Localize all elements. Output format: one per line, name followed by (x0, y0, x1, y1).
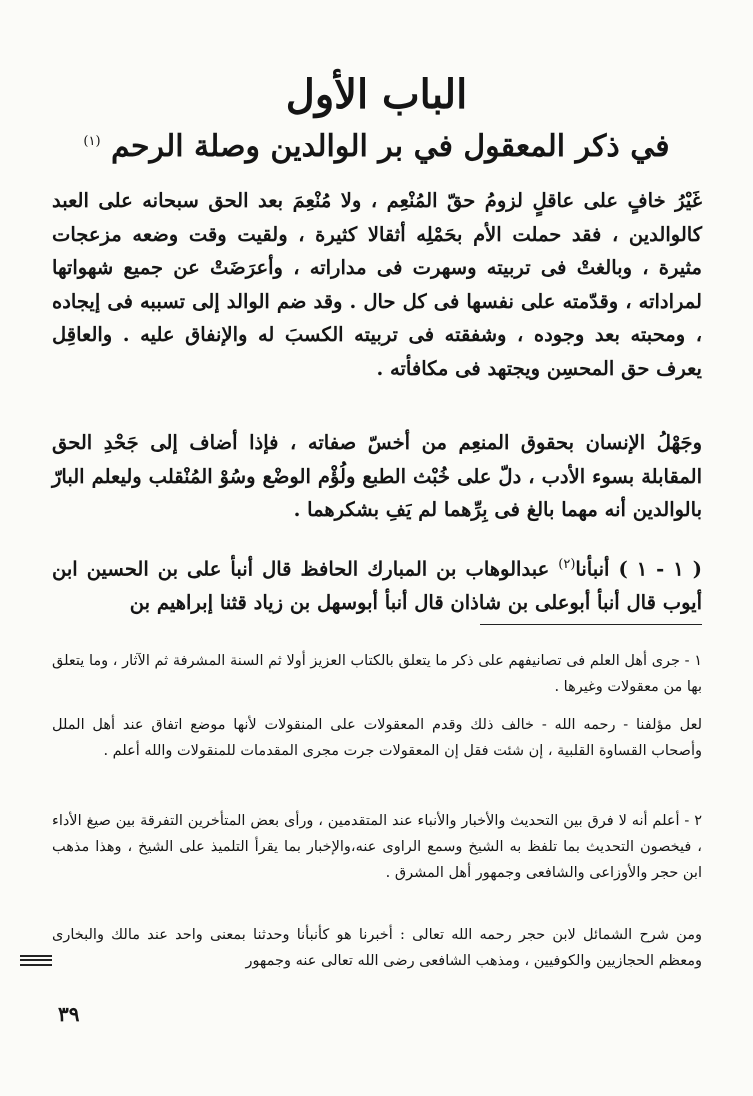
body-paragraph-1: غَيْرُ خافٍ على عاقلٍ لزومُ حقّ المُنْعِم ، ولا مُنْعِمَ بعد الحق سبحانه على العبد كالوالدين ، فقد حملت الأم بحَمْلِه أثقالا كثيرة ، ولقيت وقت وضعه مزعجات مثيرة ، وبالغتْ فى تربيته وسهرت فى مداراته ، وأعرَضَتْ عن جميع شهواتها لمراداته ، وقدّمته على نفسها فى كل حال . وقد ضم الوالد إلى تسببه فى إيجاده ، ومحبته بعد وجوده ، وشفقته فى تربيته الكسبَ له والإنفاق عليه . والعاقِل يعرف حق المحسِن ويجتهد فى مكافأته . (52, 189, 702, 380)
footnote-1-continued: لعل مؤلفنا - رحمه الله - خالف ذلك وقدم المعقولات على المنقولات لأنها موضع اتفاق عند أهل الملل وأصحاب القساوة القلبية ، إن شئت فقل إن المعقولات جرت مجرى المقدمات للمنقولات والله أعلم . (52, 717, 702, 759)
footnote-marker-2: (٢) (558, 557, 576, 572)
chapter-title: الباب الأول (285, 71, 468, 118)
footnote-separator (480, 624, 702, 625)
footnote-2: ٢ - أعلم أنه لا فرق بين التحديث والأخبار والأنباء عند المتقدمين ، ورأى بعض المتأخرين التفرقة بين صيغ الأداء ، فيخصون التحديث بما تلفظ به الشيخ وسمع الراوى عنه،والإخبار بما يقرأ التلميذ على الشيخ ، وهذا مذهب ابن حجر والأوزاعى والشافعى وجمهور أهل المشرق . (52, 813, 702, 881)
hadith-text: عبدالوهاب بن المبارك الحافظ قال أنبأ على بن الحسين ابن أيوب قال أنبأ أبوعلى بن شاذان قال أنبأ أبوسهل بن زياد قثنا إبراهيم بن (52, 557, 702, 614)
footnote-marker-1: (١) (83, 134, 101, 149)
page-number: ٣٩ (58, 1002, 80, 1026)
footnote-2-continued: ومن شرح الشمائل لابن حجر رحمه الله تعالى : أخبرنا هو كأنبأنا وحدثنا بمعنى واحد عند مالك والبخارى ومعظم الحجازيين والكوفيين ، ومذهب الشافعى رضى الله تعالى عنه وجمهور (52, 927, 702, 969)
footnote-1: ١ - جرى أهل العلم فى تصانيفهم على ذكر ما يتعلق بالكتاب العزيز أولا ثم السنة المشرفة ثم الآثار ، وما يتعلق بها من معقولات وغيرها . (52, 653, 702, 695)
body-paragraph-2: وجَهْلُ الإنسان بحقوق المنعِم من أخسّ صفاته ، فإذا أضاف إلى جَحْدِ الحق المقابلة بسوء الأدب ، دلّ على خُبْث الطبع ولُؤْم الوضْع وسُوْ المُنْقلب وليعلم البارّ بالوالدين أنه مهما بالغ فى بِرِّهما لم يَفِ بشكرهما . (52, 431, 702, 521)
hadith-text-start: أنبأنا (575, 557, 610, 581)
hadith-number: ( ١ - ١ ) (618, 557, 702, 581)
continuation-mark (20, 955, 52, 966)
chapter-subtitle-text: في ذكر المعقول في بر الوالدين وصلة الرحم (111, 129, 670, 164)
chapter-subtitle (60, 120, 693, 169)
body-paragraph-3 (52, 548, 702, 620)
